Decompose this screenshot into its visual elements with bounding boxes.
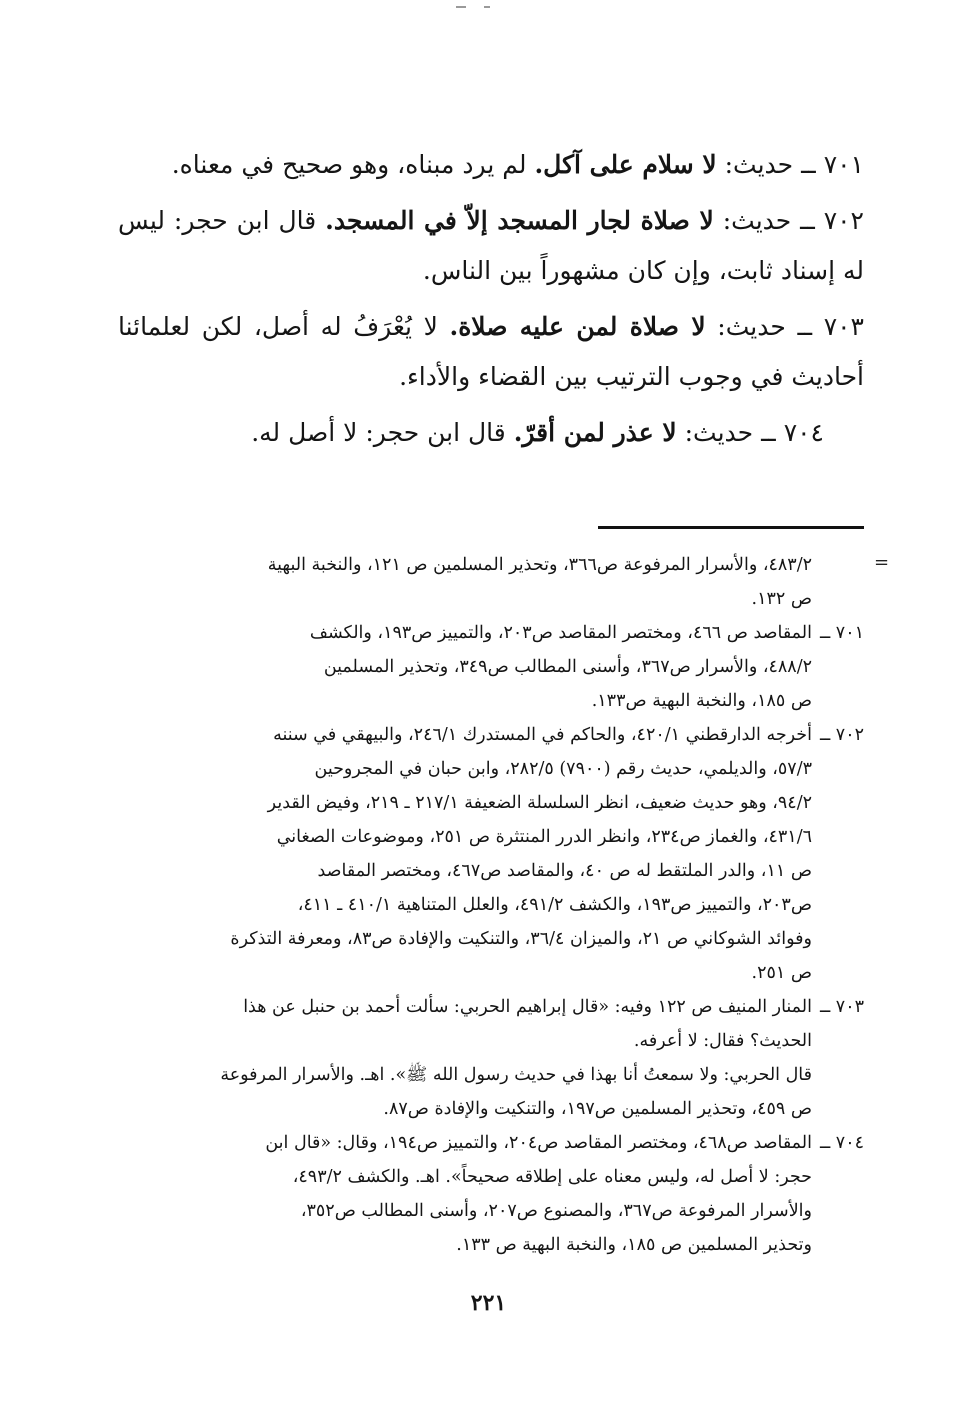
entry-lead: حديث: (717, 312, 786, 341)
footnote-702 (118, 718, 864, 990)
footnote-line: ص ٤٥٩، وتحذير المسلمين ص١٩٧، والتنكيت والإفادة ص٨٧. (383, 1099, 812, 1119)
footnote-704 (118, 1126, 864, 1262)
footnote-line: ص ٢٥١. (751, 963, 812, 983)
footnote-number: ٧٠٢ ــ (819, 725, 864, 745)
footnote-line: أخرجه الدارقطني ٤٢٠/١، والحاكم في المستدرك ٢٤٦/١، والبيهقي في سننه (273, 725, 812, 745)
footnote-line: حجر: لا أصل له، وليس معناه على إطلاقه صحيحاً». اهـ. والكشف ٤٩٣/٢، (292, 1167, 812, 1187)
entry-lead: حديث: (722, 206, 792, 235)
footnote-line: ٥٧/٣، والديلمي، حديث رقم (٧٩٠٠) ٢٨٢/٥، وابن حبان في المجروحين (314, 759, 812, 779)
footnote-line: ٤٨٣/٢، والأسرار المرفوعة ص٣٦٦، وتحذير المسلمين ص ١٢١، والنخبة البهية (267, 555, 812, 575)
entry-comment: لا يُعْرَفُ له أصل، لكن لعلمائنا أحاديث في وجوب الترتيب بين القضاء والأداء. (118, 312, 864, 391)
main-text (118, 140, 864, 464)
footnote-text (118, 1126, 812, 1262)
entry-comment: قال ابن حجر: لا أصل له. (251, 418, 506, 447)
footnote-line: المقاصد ص ٤٦٦، ومختصر المقاصد ص٢٠٣، والتمييز ص١٩٣، والكشف (309, 623, 812, 643)
footnote-line: ص ١٨٥، والنخبة البهية ص١٣٣. (591, 691, 812, 711)
footnote-line: وفوائد الشوكاني ص ٢١، والميزان ٣٦/٤، والتنكيت والإفادة ص٨٣، ومعرفة التذكرة (230, 929, 812, 949)
footnote-text (118, 548, 812, 616)
hadith-text: لا عذر لمن أقرّ. (513, 418, 677, 447)
footnote-line: ص٢٠٣، والتمييز ص١٩٣، والكشف ٤٩١/٢، والعلل المتناهية ٤١٠/١ ـ ٤١١، (297, 895, 812, 915)
footnote-separator (598, 526, 864, 529)
footnote-number (812, 548, 864, 616)
footnote-701 (118, 616, 864, 718)
scan-mark-top-2 (484, 6, 490, 8)
entry-703 (118, 302, 864, 402)
footnote-text (118, 990, 812, 1126)
entry-lead: حديث: (724, 150, 794, 179)
footnote-line: ٤٣١/٦، والغماز ص٢٣٤، وانظر الدرر المنتثرة ص ٢٥١، وموضوعات الصغاني (276, 827, 812, 847)
footnote-continued (118, 548, 864, 616)
footnote-text (118, 718, 812, 990)
entry-number: ٧٠٢ ــ (800, 206, 864, 235)
footnote-703 (118, 990, 864, 1126)
footnote-number: ٧٠٤ ــ (819, 1133, 864, 1153)
footnote-line: ٩٤/٢، وهو حديث ضعيف، انظر السلسلة الضعيفة ٢١٧/١ ـ ٢١٩، وفيض القدير (267, 793, 812, 813)
footnote-line: والأسرار المرفوعة ص٣٦٧، والمصنوع ص٢٠٧، وأسنى المطالب ص٣٥٢، (300, 1201, 812, 1221)
footnotes (118, 548, 864, 1262)
hadith-text: لا صلاة لمن عليه صلاة. (449, 312, 706, 341)
entry-number: ٧٠١ ــ (801, 150, 864, 179)
footnote-line: قال الحربي: ولا سمعتُ أنا بهذا في حديث رسول الله ﷺ». اهـ. والأسرار المرفوعة (220, 1065, 812, 1085)
footnote-number: ٧٠١ ــ (819, 623, 864, 643)
footnote-line: الحديث؟ فقال: لا أعرفه. (633, 1031, 812, 1051)
page-number: ٢٢١ (470, 1290, 507, 1316)
footnote-line: وتحذير المسلمين ص ١٨٥، والنخبة البهية ص ١٣٣. (456, 1235, 812, 1255)
entry-number: ٧٠٤ ــ (761, 418, 824, 447)
footnote-line: ص ١٣٢. (751, 589, 812, 609)
footnote-line: ٤٨٨/٢، والأسرار ص٣٦٧، وأسنى المطالب ص٣٤٩، وتحذير المسلمين (323, 657, 812, 677)
hadith-text: لا سلام على آكل. (534, 150, 717, 179)
entry-702 (118, 196, 864, 296)
footnote-text (118, 616, 812, 718)
scan-mark-top (456, 6, 466, 8)
entry-704 (118, 408, 864, 458)
continuation-mark: = (874, 552, 890, 573)
footnote-number: ٧٠٣ ــ (819, 997, 864, 1017)
footnote-line: ص ١١، والدر الملتقط له ص ٤٠، والمقاصد ص٤٦٧، ومختصر المقاصد (317, 861, 812, 881)
entry-701 (118, 140, 864, 190)
entry-comment: لم يرد مبناه، وهو صحيح في معناه. (171, 150, 527, 179)
entry-lead: حديث: (684, 418, 754, 447)
entry-number: ٧٠٣ ــ (797, 312, 864, 341)
footnote-line: المنار المنيف ص ١٢٢ وفيه: «قال إبراهيم الحربي: سألت أحمد بن حنبل عن هذا (243, 997, 812, 1017)
footnote-line: المقاصد ص٤٦٨، ومختصر المقاصد ص٢٠٤، والتمييز ص١٩٤، وقال: «قال ابن (265, 1133, 812, 1153)
hadith-text: لا صلاة لجار المسجد إلاّ في المسجد. (325, 206, 714, 235)
entry-comment: قال ابن حجر: ليس له إسناد ثابت، وإن كان مشهوراً بين الناس. (118, 206, 864, 285)
